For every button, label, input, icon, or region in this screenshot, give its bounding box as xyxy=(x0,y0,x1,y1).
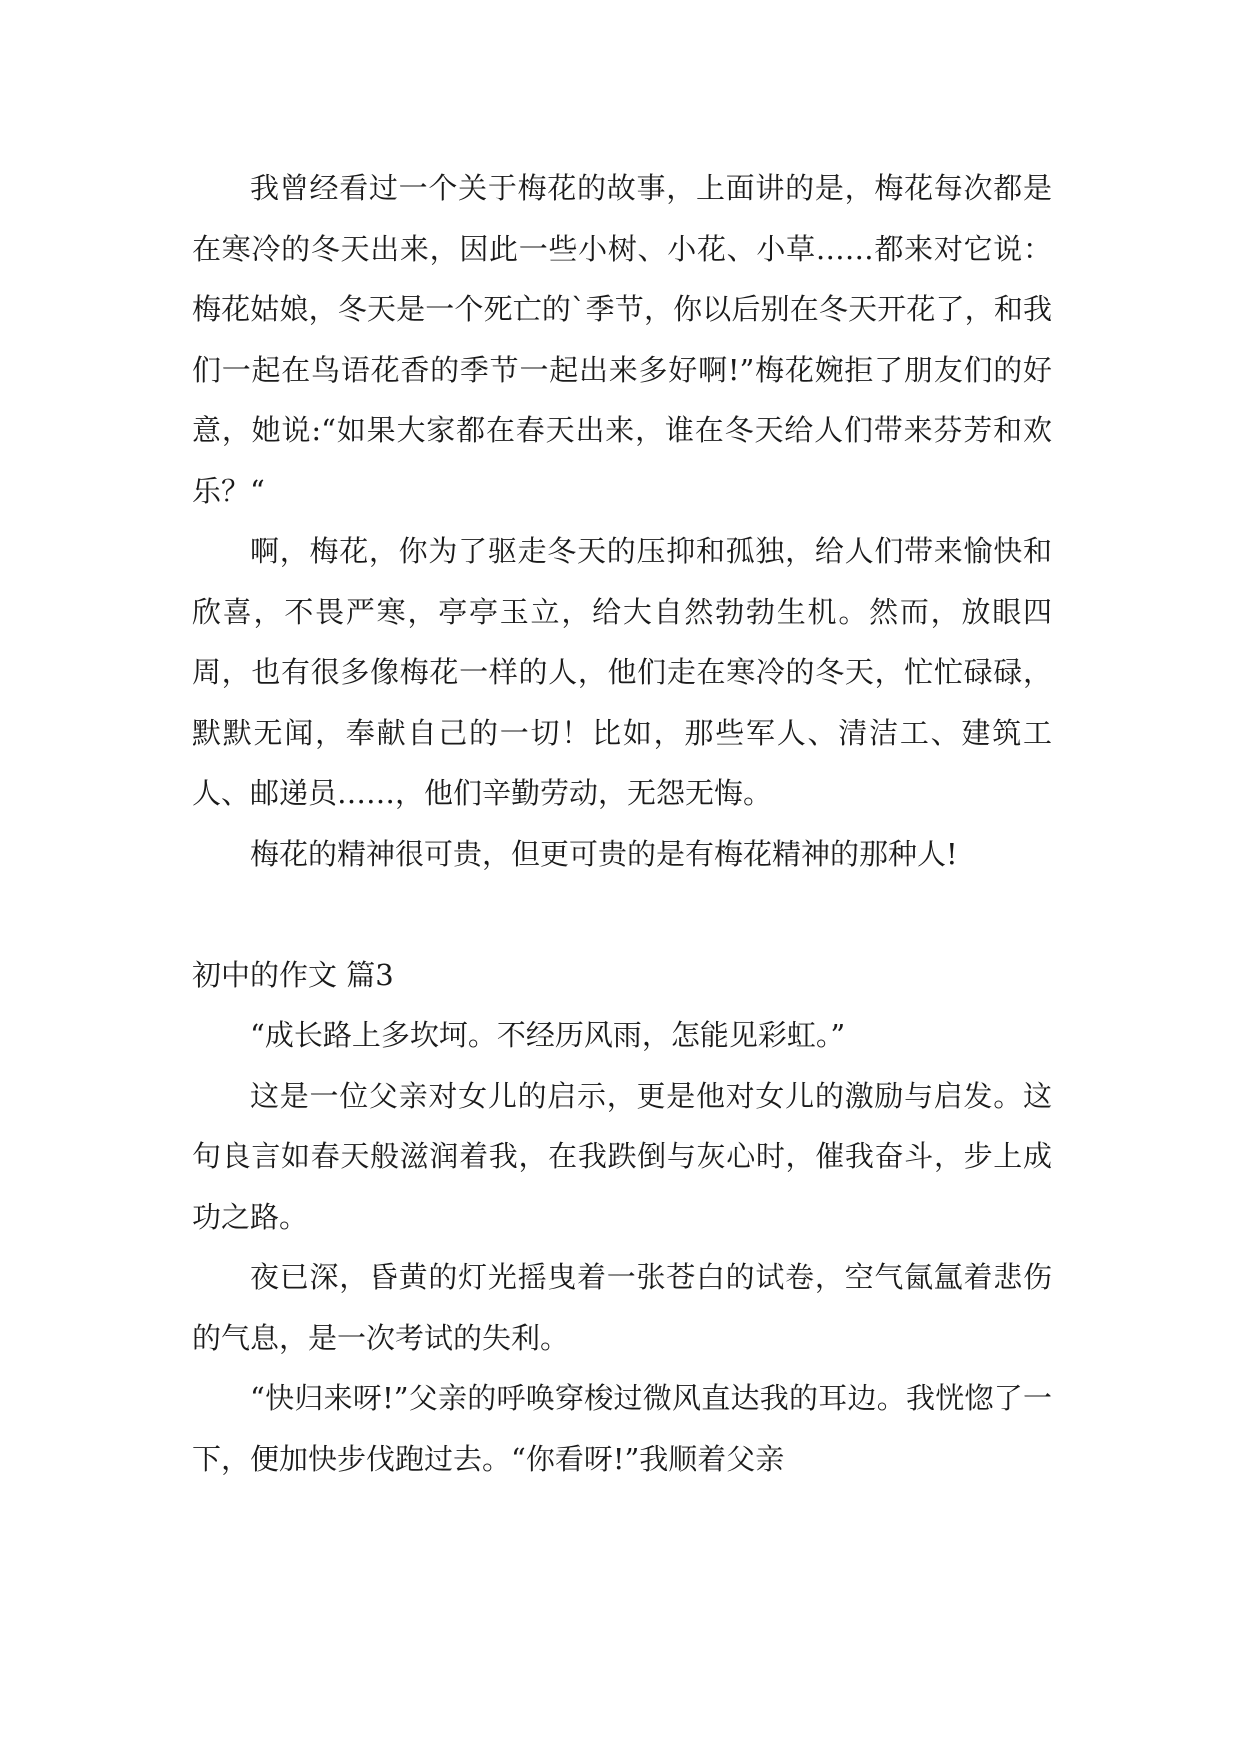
essay-heading: 初中的作文 篇3 xyxy=(192,957,394,992)
document-page xyxy=(192,158,1052,1489)
paragraph-father-call: “快归来呀!”父亲的呼唤穿梭过微风直达我的耳边。我恍惚了一下，便加快步伐跑过去。“你看呀!”我顺着父亲 xyxy=(192,1381,1052,1476)
section-spacer xyxy=(192,884,1052,945)
paragraph-quote: “成长路上多坎坷。不经历风雨，怎能见彩虹。” xyxy=(250,1018,846,1052)
paragraph-plum-story: 我曾经看过一个关于梅花的故事，上面讲的是，梅花每次都是在寒冷的冬天出来，因此一些小树、小花、小草……都来对它说：梅花姑娘，冬天是一个死亡的`季节，你以后别在冬天开花了，和我们一起在鸟语花香的季节一起出来多好啊!”梅花婉拒了朋友们的好意，她说:“如果大家都在春天出来，谁在冬天给人们带来芬芳和欢乐？“ xyxy=(192,171,1052,508)
paragraph-father-inspiration: 这是一位父亲对女儿的启示，更是他对女儿的激励与启发。这句良言如春天般滋润着我，在我跌倒与灰心时，催我奋斗，步上成功之路。 xyxy=(192,1078,1052,1234)
paragraph-plum-conclusion: 梅花的精神很可贵，但更可贵的是有梅花精神的那种人! xyxy=(250,836,958,871)
paragraph-plum-praise: 啊，梅花，你为了驱走冬天的压抑和孤独，给人们带来愉快和欣喜，不畏严寒，亭亭玉立，给大自然勃勃生机。然而，放眼四周，也有很多像梅花一样的人，他们走在寒冷的冬天，忙忙碌碌，默默无闻，奉献自己的一切！比如，那些军人、清洁工、建筑工人、邮递员……，他们辛勤劳动，无怨无悔。 xyxy=(192,534,1052,810)
paragraph-night-exam: 夜已深，昏黄的灯光摇曳着一张苍白的试卷，空气氤氲着悲伤的气息，是一次考试的失利。 xyxy=(192,1260,1052,1355)
